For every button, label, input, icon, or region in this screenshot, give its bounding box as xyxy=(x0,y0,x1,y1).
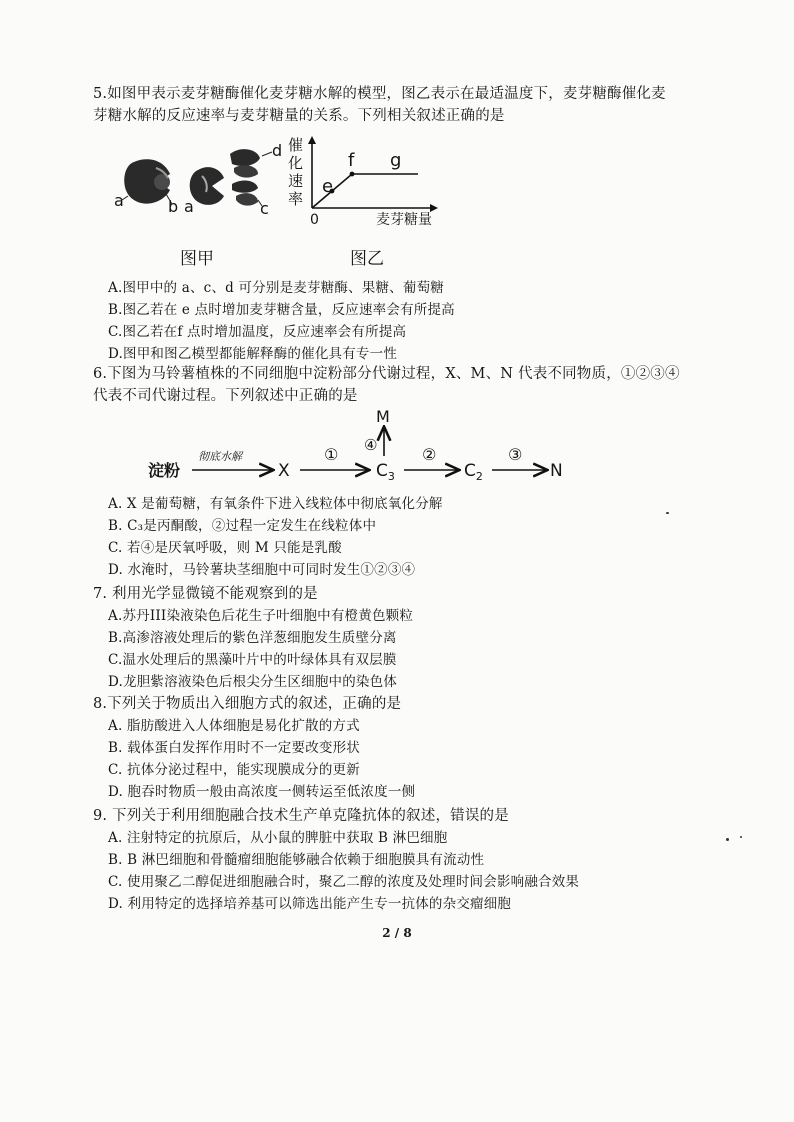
q6-option-a: A. X 是葡萄糖，有氧条件下进入线粒体中彻底氧化分解 xyxy=(108,496,443,512)
q8-option-a: A. 脂肪酸进入人体细胞是易化扩散的方式 xyxy=(108,718,360,734)
q7-option-a: A.苏丹III染液染色后花生子叶细胞中有橙黄色颗粒 xyxy=(108,608,414,624)
label-b: b xyxy=(168,197,179,216)
starch-label: 淀粉 xyxy=(148,461,181,480)
x-axis-label: 麦芽糖量 xyxy=(376,212,432,228)
product-c-shape-2 xyxy=(236,193,258,206)
x-axis-arrow xyxy=(430,204,438,212)
c3-subscript: 3 xyxy=(387,470,395,483)
q9-option-b: B. B 淋巴细胞和骨髓瘤细胞能够融合依赖于细胞膜具有流动性 xyxy=(108,852,485,868)
product-d-shape xyxy=(230,149,260,166)
y-label-char-4: 率 xyxy=(288,190,304,208)
x-label: X xyxy=(278,461,290,481)
q7-option-b: B.高渗溶液处理后的紫色洋葱细胞发生质壁分离 xyxy=(108,630,397,646)
scan-speck xyxy=(726,838,729,841)
scan-speck xyxy=(740,836,742,838)
step1-label: ① xyxy=(324,445,339,464)
point-g-label: g xyxy=(390,150,402,171)
q6-stem-line1: 6.下图为马铃薯植株的不同细胞中淀粉部分代谢过程，X、M、N 代表不同物质，①②③④ xyxy=(93,366,680,382)
q9-option-a: A. 注射特定的抗原后，从小鼠的脾脏中获取 B 淋巴细胞 xyxy=(108,830,448,846)
y-label-char-3: 速 xyxy=(288,172,304,190)
q8-option-b: B. 载体蛋白发挥作用时不一定要改变形状 xyxy=(108,740,361,756)
step2-label: ② xyxy=(422,445,437,464)
product-c-shape xyxy=(232,181,258,193)
q5-option-a: A.图甲中的 a、c、d 可分别是麦芽糖酶、果糖、葡萄糖 xyxy=(108,280,444,296)
y-axis-label xyxy=(288,136,303,208)
q5-stem-line1: 5.如图甲表示麦芽糖酶催化麦芽糖水解的模型，图乙表示在最适温度下，麦芽糖酶催化麦 xyxy=(93,86,666,102)
q9-option-c: C. 使用聚乙二醇促进细胞融合时，聚乙二醇的浓度及处理时间会影响融合效果 xyxy=(108,874,580,890)
q6-option-b: B. C₃是丙酮酸，②过程一定发生在线粒体中 xyxy=(108,518,377,534)
c2-subscript: 2 xyxy=(475,470,483,483)
q7-stem: 7. 利用光学显微镜不能观察到的是 xyxy=(93,586,318,602)
y-label-char-1: 催 xyxy=(288,136,304,154)
q5-stem-line2: 芽糖水解的反应速率与麦芽糖量的关系。下列相关叙述正确的是 xyxy=(93,108,505,124)
c2-label xyxy=(464,461,483,483)
label-a2: a xyxy=(184,197,194,216)
y-label-char-2: 化 xyxy=(288,154,304,172)
c3-label xyxy=(376,461,395,483)
c2-main: C xyxy=(464,461,476,481)
fig-a-caption: 图甲 xyxy=(180,249,214,269)
fig-b-caption: 图乙 xyxy=(350,249,384,269)
q6-option-d: D. 水淹时，马铃薯块茎细胞中可同时发生①②③④ xyxy=(108,562,416,578)
q6-stem-line2: 代表不司代谢过程。下列叙述中正确的是 xyxy=(93,388,358,404)
scan-speck xyxy=(666,512,669,514)
q6-option-c: C. 若④是厌氧呼吸，则 M 只能是乳酸 xyxy=(108,540,342,556)
label-a1: a xyxy=(114,191,124,210)
step4-label: ④ xyxy=(364,436,378,454)
q6-pathway-diagram xyxy=(140,404,580,484)
hydrolysis-note: 彻底水解 xyxy=(198,450,242,463)
q5-option-c: C.图乙若在f 点时增加温度，反应速率会有所提高 xyxy=(108,324,407,340)
point-e-label: e xyxy=(322,176,334,197)
origin-label: 0 xyxy=(310,212,319,228)
q8-option-d: D. 胞吞时物质一般由高浓度一侧转运至低浓度一侧 xyxy=(108,784,416,800)
y-axis-arrow xyxy=(308,136,316,144)
m-label: M xyxy=(376,407,390,426)
q7-option-c: C.温水处理后的黑藻叶片中的叶绿体具有双层膜 xyxy=(108,652,397,668)
q8-stem: 8.下列关于物质出入细胞方式的叙述，正确的是 xyxy=(93,696,402,712)
step3-label: ③ xyxy=(508,445,523,464)
q5-option-d: D.图甲和图乙模型都能解释酶的催化具有专一性 xyxy=(108,346,398,362)
point-f-marker xyxy=(350,172,355,177)
label-c: c xyxy=(260,199,269,218)
q9-option-d: D. 利用特定的选择培养基可以筛选出能产生专一抗体的杂交瘤细胞 xyxy=(108,896,512,912)
q7-option-d: D.龙胆紫溶液染色后根尖分生区细胞中的染色体 xyxy=(108,674,398,690)
n-label: N xyxy=(550,461,563,481)
q5-figure-b-chart xyxy=(284,134,444,230)
product-d-shape-2 xyxy=(234,165,258,178)
q8-option-c: C. 抗体分泌过程中，能实现膜成分的更新 xyxy=(108,762,360,778)
page-number: 2 / 8 xyxy=(382,926,412,940)
c3-main: C xyxy=(376,461,388,481)
point-f-label: f xyxy=(348,150,355,171)
q5-option-b: B.图乙若在 e 点时增加麦芽糖含量，反应速率会有所提高 xyxy=(108,302,455,318)
q9-stem: 9. 下列关于利用细胞融合技术生产单克隆抗体的叙述，错误的是 xyxy=(93,808,509,824)
q5-figure-a xyxy=(112,134,292,224)
label-d: d xyxy=(272,141,283,160)
